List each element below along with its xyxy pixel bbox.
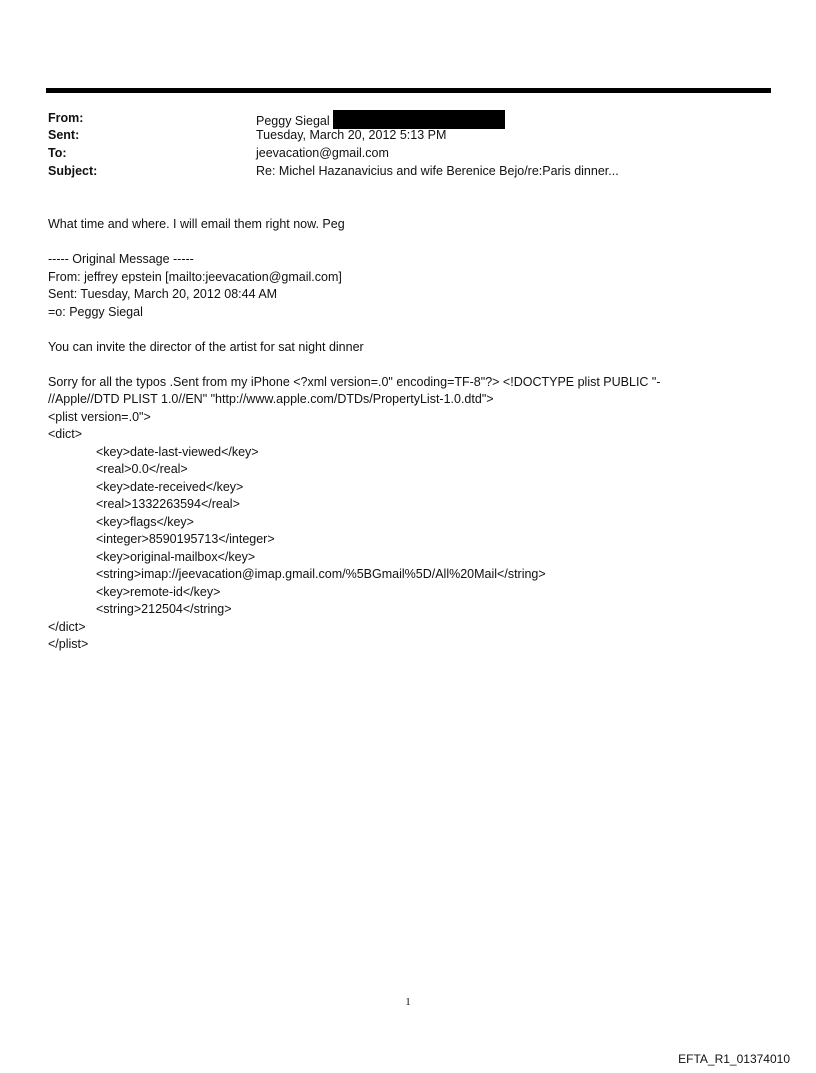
original-message-marker: ----- Original Message ----- [48,252,194,266]
signature-line-2: //Apple//DTD PLIST 1.0//EN" "http://www.apple.com/DTDs/PropertyList-1.0.dtd"> [48,392,494,406]
subject-label: Subject: [48,164,98,178]
plist-close: </plist> [48,637,89,651]
original-from: From: jeffrey epstein [mailto:jeevacation@gmail.com] [48,269,342,284]
dict-close: </dict> [48,619,86,634]
sent-value: Tuesday, March 20, 2012 5:13 PM [256,128,447,142]
plist-line: <string>imap://jeevacation@imap.gmail.com/%5BGmail%5D/All%20Mail</string> [96,567,546,581]
reply-text: What time and where. I will email them right now. Peg [48,217,345,231]
plist-line: <key>remote-id</key> [96,584,221,599]
page-number: 1 [405,996,411,1008]
to-label: To: [48,146,67,160]
plist-line: <key>original-mailbox</key> [96,549,256,564]
document-id: EFTA_R1_01374010 [678,1052,790,1066]
message-text: You can invite the director of the artist for sat night dinner [48,339,364,354]
plist-line: <real>0.0</real> [96,462,188,476]
sent-label: Sent: [48,128,80,142]
to-value: jeevacation@gmail.com [256,146,389,160]
original-to: =o: Peggy Siegal [48,304,143,319]
plist-line: <key>date-last-viewed</key> [96,444,259,459]
from-label: From: [48,111,84,125]
original-sent: Sent: Tuesday, March 20, 2012 08:44 AM [48,287,278,301]
email-body [48,216,768,654]
plist-open: <plist version=.0"> [48,409,151,424]
plist-line: <string>212504</string> [96,602,232,616]
plist-line: <key>flags</key> [96,514,194,529]
plist-line: <key>date-received</key> [96,479,244,494]
from-value: Peggy Siegal [256,110,505,129]
subject-value: Re: Michel Hazanavicius and wife Berenice Bejo/re:Paris dinner... [256,164,619,178]
signature-line-1: Sorry for all the typos .Sent from my iPhone <?xml version=.0" encoding=TF-8"?> <!DOCTYPE plist PUBLIC "- [48,374,661,389]
plist-line: <integer>8590195713</integer> [96,532,275,546]
dict-open: <dict> [48,427,83,441]
header-rule [46,88,771,93]
plist-line: <real>1332263594</real> [96,497,240,511]
